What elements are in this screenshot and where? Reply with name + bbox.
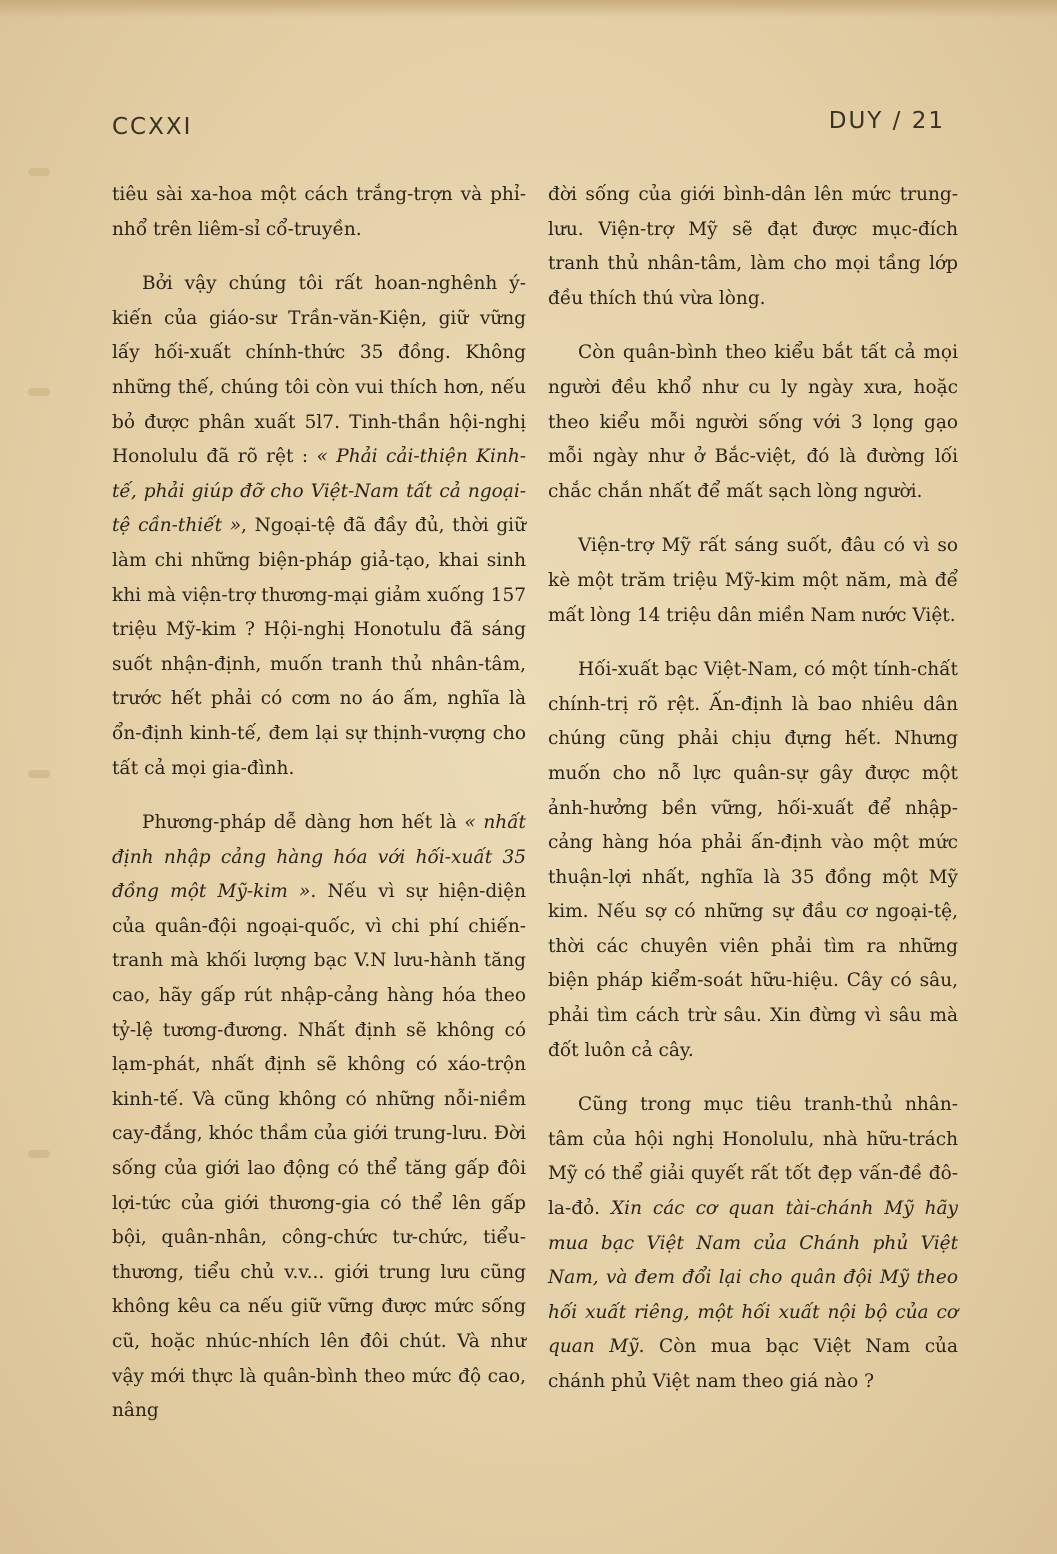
paragraph: Hối-xuất bạc Việt-Nam, có một tính-chất chính-trị rõ rệt. Ấn-định là bao nhiêu dân chúng cũng phải chịu đựng hết. Nhưng muốn cho nỗ lực quân-sự gây được một ảnh-hưởng bền vững, hối-xuất để nhập-cảng hàng hóa phải ấn-định vào một mức thuận-lợi nhất, nghĩa là 35 đồng một Mỹ kim. Nếu sợ có những sự đầu cơ ngoại-tệ, thời các chuyên viên phải tìm ra những biện pháp kiểm-soát hữu-hiệu. Cây có sâu, phải tìm cách trừ sâu. Xin đừng vì sâu mà đốt luôn cả cây.: [548, 659, 958, 1061]
section-number: CCXXI: [112, 114, 193, 140]
paragraph-text: Cũng trong mục tiêu tranh-thủ nhân-tâm của hội nghị Honolulu, nhà hữu-trách Mỹ có thể giải quyết rất tốt đẹp vấn-đề đô-la-đỏ.: [548, 1094, 958, 1220]
paragraph-text: Còn mua bạc Việt Nam của chánh phủ Việt nam theo giá nào ?: [548, 1336, 958, 1392]
left-column: [112, 178, 526, 1449]
punch-mark: [28, 1150, 50, 1158]
right-column: [548, 178, 958, 1420]
punch-mark: [28, 770, 50, 778]
paragraph: Còn quân-bình theo kiểu bắt tất cả mọi người đều khổ như cu ly ngày xưa, hoặc theo kiểu mỗi người sống với 3 lọng gạo mỗi ngày như ở Bắc-việt, đó là đường lối chắc chắn nhất để mất sạch lòng người.: [548, 342, 958, 502]
paragraph: [112, 806, 526, 1429]
paragraph-text: Phương-pháp dễ dàng hơn hết là: [142, 812, 465, 834]
paragraph: Viện-trợ Mỹ rất sáng suốt, đâu có vì so kè một trăm triệu Mỹ-kim một năm, mà để mất lòng 14 triệu dân miền Nam nước Việt.: [548, 535, 958, 626]
italic-passage: Xin các cơ quan tài-chánh Mỹ hãy mua bạc Việt Nam của Chánh phủ Việt Nam, và đem đổi lại cho quân đội Mỹ theo hối xuất riêng, một hối xuất nội bộ của cơ quan Mỹ.: [548, 1198, 958, 1358]
page-header: [112, 108, 945, 148]
paragraph: tiêu sài xa-hoa một cách trắng-trợn và phỉ-nhổ trên liêm-sỉ cổ-truyền.: [112, 184, 526, 240]
paragraph-text: , Ngoại-tệ đã đầy đủ, thời giữ làm chi những biện-pháp giả-tạo, khai sinh khi mà viện-trợ thương-mại giảm xuống 157 triệu Mỹ-kim ? Hội-nghị Honotulu đã sáng suốt nhận-định, muốn tranh thủ nhân-tâm, trước hết phải có cơm no áo ấm, nghĩa là ổn-định kinh-tế, đem lại sự thịnh-vượng cho tất cả mọi gia-đình.: [112, 515, 526, 779]
quotation: « nhất định nhập cảng hàng hóa với hối-xuất 35 đồng một Mỹ-kim »: [112, 812, 526, 903]
punch-mark: [28, 388, 50, 396]
paragraph: [548, 1088, 958, 1399]
punch-mark: [28, 168, 50, 176]
paragraph-text: Bởi vậy chúng tôi rất hoan-nghênh ý-kiến của giáo-sư Trần-văn-Kiện, giữ vững lấy hối-xuất chính-thức 35 đồng. Không những thế, chúng tôi còn vui thích hơn, nếu bỏ được phân xuất 5l7. Tinh-thần hội-nghị Honolulu đã rõ rệt :: [112, 273, 526, 468]
page-number: DUY / 21: [828, 108, 945, 134]
paragraph: [112, 267, 526, 786]
paragraph: đời sống của giới bình-dân lên mức trung-lưu. Viện-trợ Mỹ sẽ đạt được mục-đích tranh thủ nhân-tâm, làm cho mọi tầng lớp đều thích thú vừa lòng.: [548, 184, 958, 309]
quotation: « Phải cải-thiện Kinh-tế, phải giúp đỡ cho Việt-Nam tất cả ngoại-tệ cần-thiết »: [112, 446, 526, 537]
paragraph-text: . Nếu vì sự hiện-diện của quân-đội ngoại-quốc, vì chi phí chiến-tranh mà khối lượng bạc V.N lưu-hành tăng cao, hãy gấp rút nhập-cảng hàng hóa theo tỷ-lệ tương-đương. Nhất định sẽ không có lạm-phát, nhất định sẽ không có xáo-trộn kinh-tế. Và cũng không có những nỗi-niềm cay-đắng, khóc thầm của giới trung-lưu. Đời sống của giới lao động có thể tăng gấp đôi lợi-tức của giới thương-gia có thể lên gấp bội, quân-nhân, công-chức tư-chức, tiểu-thương, tiểu chủ v.v... giới trung lưu cũng không kêu ca nếu giữ vững được mức sống cũ, hoặc nhúc-nhích lên đôi chút. Và như vậy mới thực là quân-bình theo mức độ cao, nâng: [112, 881, 527, 1422]
